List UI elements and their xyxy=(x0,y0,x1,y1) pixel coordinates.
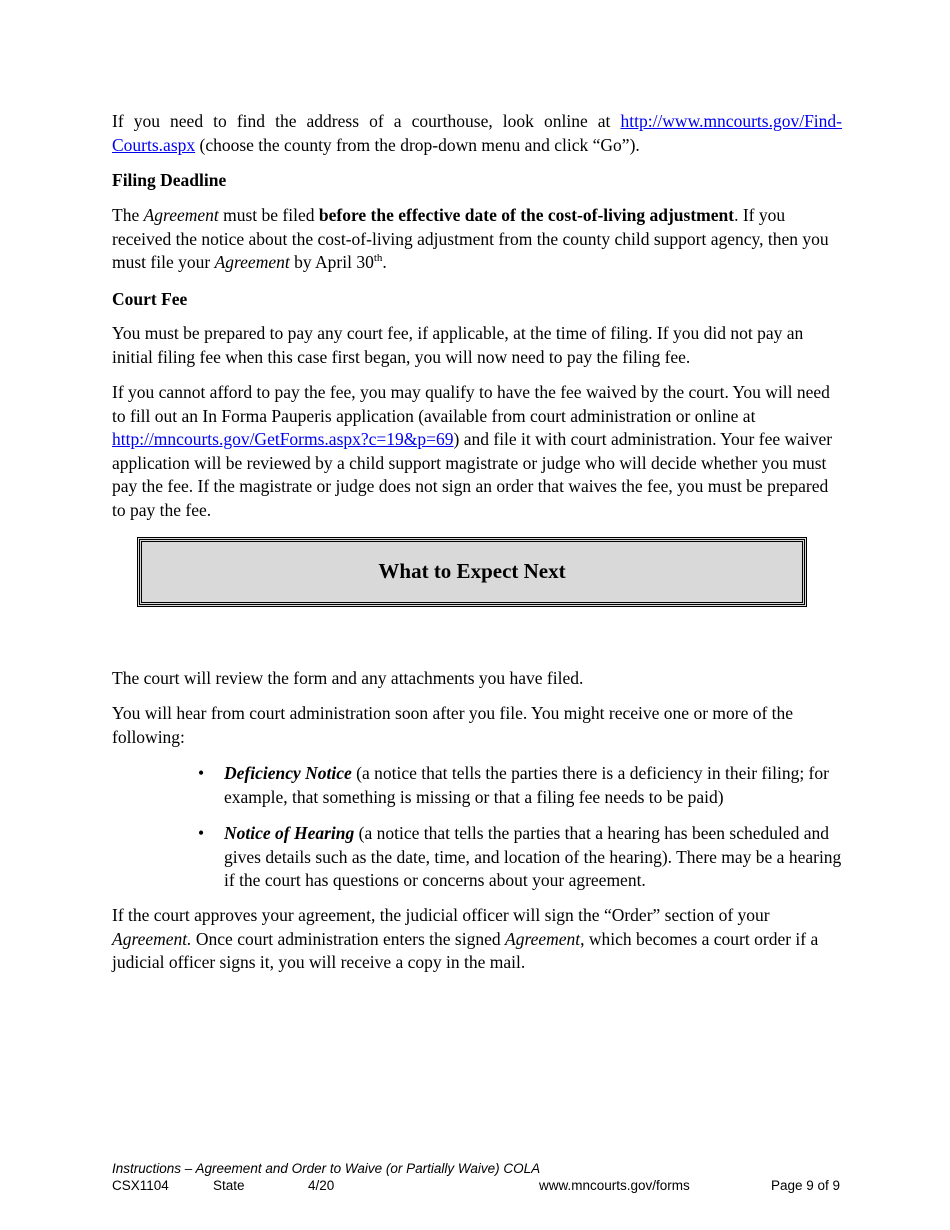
approval-paragraph: If the court approves your agreement, the judicial officer will sign the “Order” section of your Agreement. Once court administration enters the signed Agreement, which becomes a court order if a judicial officer signs it, you will receive a copy in the mail. xyxy=(112,905,819,972)
agreement-term: Agreement xyxy=(143,205,219,225)
bullet-title: Deficiency Notice xyxy=(224,763,352,783)
bullet-icon: • xyxy=(198,763,205,783)
get-forms-link[interactable]: http://mncourts.gov/GetForms.aspx?c=19&p=69 xyxy=(112,429,454,449)
court-fee-heading: Court Fee xyxy=(112,289,188,309)
banner-title: What to Expect Next xyxy=(378,559,566,584)
agreement-term: Agreement xyxy=(505,928,581,949)
filing-deadline-paragraph: The Agreement must be filed before the effective date of the cost-of-living adjustment. If you received the notice about the cost-of-living adjustment from the county child support agency, then you must file your Agreement by April 30th. xyxy=(112,205,829,272)
page-number: Page 9 of 9 xyxy=(770,1178,840,1193)
form-code: CSX1104 xyxy=(112,1178,169,1193)
bullet-notice-of-hearing: • Notice of Hearing (a notice that tells the parties that a hearing has been scheduled and gives details such as the date, time, and location of the hearing). There may be a hearing if the court has questions or concerns about your agreement. xyxy=(198,823,842,890)
section-banner xyxy=(137,537,807,607)
form-date: 4/20 xyxy=(308,1178,335,1193)
filing-deadline-heading: Filing Deadline xyxy=(112,170,227,190)
agreement-term: Agreement xyxy=(214,252,290,272)
address-text-end: (choose the county from the drop-down menu and click “Go”). xyxy=(195,134,640,155)
footer-title: Instructions – Agreement and Order to Waive (or Partially Waive) COLA xyxy=(112,1161,541,1176)
hear-from-court-paragraph: You will hear from court administration soon after you file. You might receive one or more of the following: xyxy=(112,703,794,747)
review-paragraph: The court will review the form and any attachments you have filed. xyxy=(112,668,584,688)
courthouse-address-paragraph xyxy=(112,110,842,157)
bullet-icon: • xyxy=(198,823,205,843)
court-fee-paragraph: You must be prepared to pay any court fee, if applicable, at the time of filing. If you did not pay an initial filing fee when this case first began, you will now need to pay the filing fee. xyxy=(112,323,804,367)
forms-url: www.mncourts.gov/forms xyxy=(539,1178,690,1193)
address-text: If you need to find the address of a courthouse, look online at xyxy=(112,111,621,131)
bullet-deficiency-notice: • Deficiency Notice (a notice that tells the parties there is a deficiency in their filing; for example, that something is missing or that a filing fee needs to be paid) xyxy=(198,763,829,807)
footer-row xyxy=(112,1177,840,1194)
form-state: State xyxy=(213,1178,245,1193)
page-footer xyxy=(112,1160,840,1194)
bullet-title: Notice of Hearing xyxy=(224,823,355,843)
fee-waiver-paragraph: If you cannot afford to pay the fee, you may qualify to have the fee waived by the court. You will need to fill out an In Forma Pauperis application (available from court administration or online at http://mncourts.gov/GetForms.aspx?c=19&p=69) and file it with court administration. Your fee waiver application will be reviewed by a child support magistrate or judge who will decide whether you must pay the fee. If the magistrate or judge does not sign an order that waives the fee, you must be prepared to pay the fee. xyxy=(112,382,833,520)
agreement-term: Agreement. xyxy=(112,928,192,949)
find-courts-link[interactable]: http://www.mncourts.gov/Find-Courts.aspx xyxy=(112,111,842,155)
deadline-emphasis: before the effective date of the cost-of-living adjustment xyxy=(318,205,735,225)
